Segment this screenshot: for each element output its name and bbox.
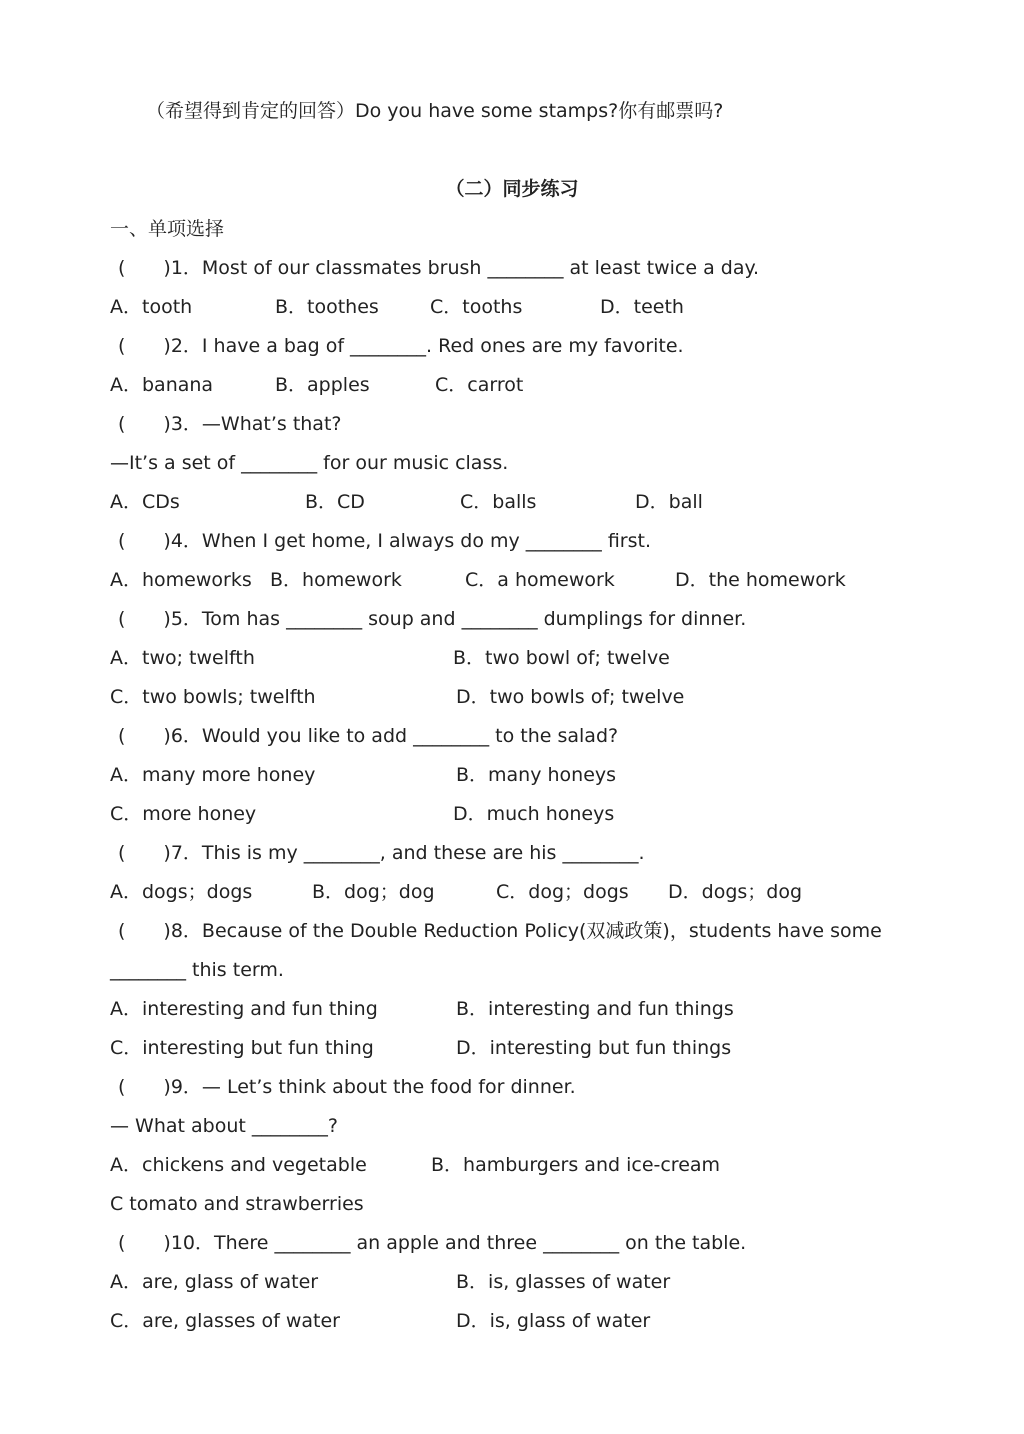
question-4-stem: ( )4．When I get home, I always do my ________ first. (118, 530, 651, 552)
question-5-stem: ( )5．Tom has ________ soup and ________ dumplings for dinner. (118, 608, 747, 630)
intro-sentence: （希望得到肯定的回答）Do you have some stamps?你有邮票吗? (146, 100, 724, 122)
question-4-option-c: C．a homework (465, 569, 615, 591)
question-10-option-b: B．is, glasses of water (456, 1271, 671, 1293)
question-1-option-b: B．toothes (275, 296, 379, 318)
question-1-option-a: A．tooth (110, 296, 193, 318)
section-title: （二）同步练习 (445, 178, 579, 200)
question-8-option-a: A．interesting and fun thing (110, 998, 378, 1020)
question-7-option-b: B．dog；dog (312, 881, 435, 903)
question-7-option-c: C．dog；dogs (496, 881, 629, 903)
question-9-option-b: B．hamburgers and ice-cream (431, 1154, 721, 1176)
question-8-stem-continued: ________ this term. (110, 959, 284, 981)
question-7-option-d: D．dogs；dog (668, 881, 803, 903)
question-4-option-d: D．the homework (675, 569, 846, 591)
question-2-option-c: C．carrot (435, 374, 524, 396)
question-3-option-a: A．CDs (110, 491, 180, 513)
question-2-option-a: A．banana (110, 374, 214, 396)
question-5-option-d: D．two bowls of; twelve (456, 686, 685, 708)
question-6-option-a: A．many more honey (110, 764, 316, 786)
question-8-option-c: C．interesting but fun thing (110, 1037, 374, 1059)
question-9-option-a: A．chickens and vegetable (110, 1154, 367, 1176)
question-9-stem: ( )9．— Let’s think about the food for dinner. (118, 1076, 576, 1098)
question-6-option-d: D．much honeys (453, 803, 615, 825)
question-6-option-c: C．more honey (110, 803, 257, 825)
question-6-stem: ( )6．Would you like to add ________ to the salad? (118, 725, 619, 747)
question-3-stem: ( )3．—What’s that? (118, 413, 342, 435)
question-3-stem-continued: —It’s a set of ________ for our music class. (110, 452, 509, 474)
question-2-stem: ( )2．I have a bag of ________. Red ones are my favorite. (118, 335, 684, 357)
question-9-option-c: C tomato and strawberries (110, 1193, 364, 1215)
question-5-option-c: C．two bowls; twelfth (110, 686, 316, 708)
question-8-stem: ( )8．Because of the Double Reduction Policy(双减政策)，students have some (118, 920, 882, 942)
question-5-option-a: A．two; twelfth (110, 647, 255, 669)
question-7-stem: ( )7．This is my ________, and these are his ________. (118, 842, 645, 864)
question-10-option-c: C．are, glasses of water (110, 1310, 340, 1332)
question-1-option-c: C．tooths (430, 296, 523, 318)
question-7-option-a: A．dogs；dogs (110, 881, 253, 903)
question-8-option-b: B．interesting and fun things (456, 998, 734, 1020)
question-6-option-b: B．many honeys (456, 764, 617, 786)
question-1-option-d: D．teeth (600, 296, 684, 318)
question-8-option-d: D．interesting but fun things (456, 1037, 732, 1059)
question-4-option-a: A．homeworks (110, 569, 252, 591)
question-3-option-c: C．balls (460, 491, 537, 513)
question-3-option-b: B．CD (305, 491, 365, 513)
question-10-stem: ( )10．There ________ an apple and three ________ on the table. (118, 1232, 747, 1254)
question-3-option-d: D．ball (635, 491, 703, 513)
question-10-option-d: D．is, glass of water (456, 1310, 651, 1332)
question-9-stem-continued: — What about ________? (110, 1115, 338, 1137)
part-title: 一、单项选择 (110, 218, 225, 240)
question-2-option-b: B．apples (275, 374, 370, 396)
question-4-option-b: B．homework (270, 569, 402, 591)
question-1-stem: ( )1．Most of our classmates brush ________ at least twice a day. (118, 257, 760, 279)
question-5-option-b: B．two bowl of; twelve (453, 647, 670, 669)
question-10-option-a: A．are, glass of water (110, 1271, 319, 1293)
